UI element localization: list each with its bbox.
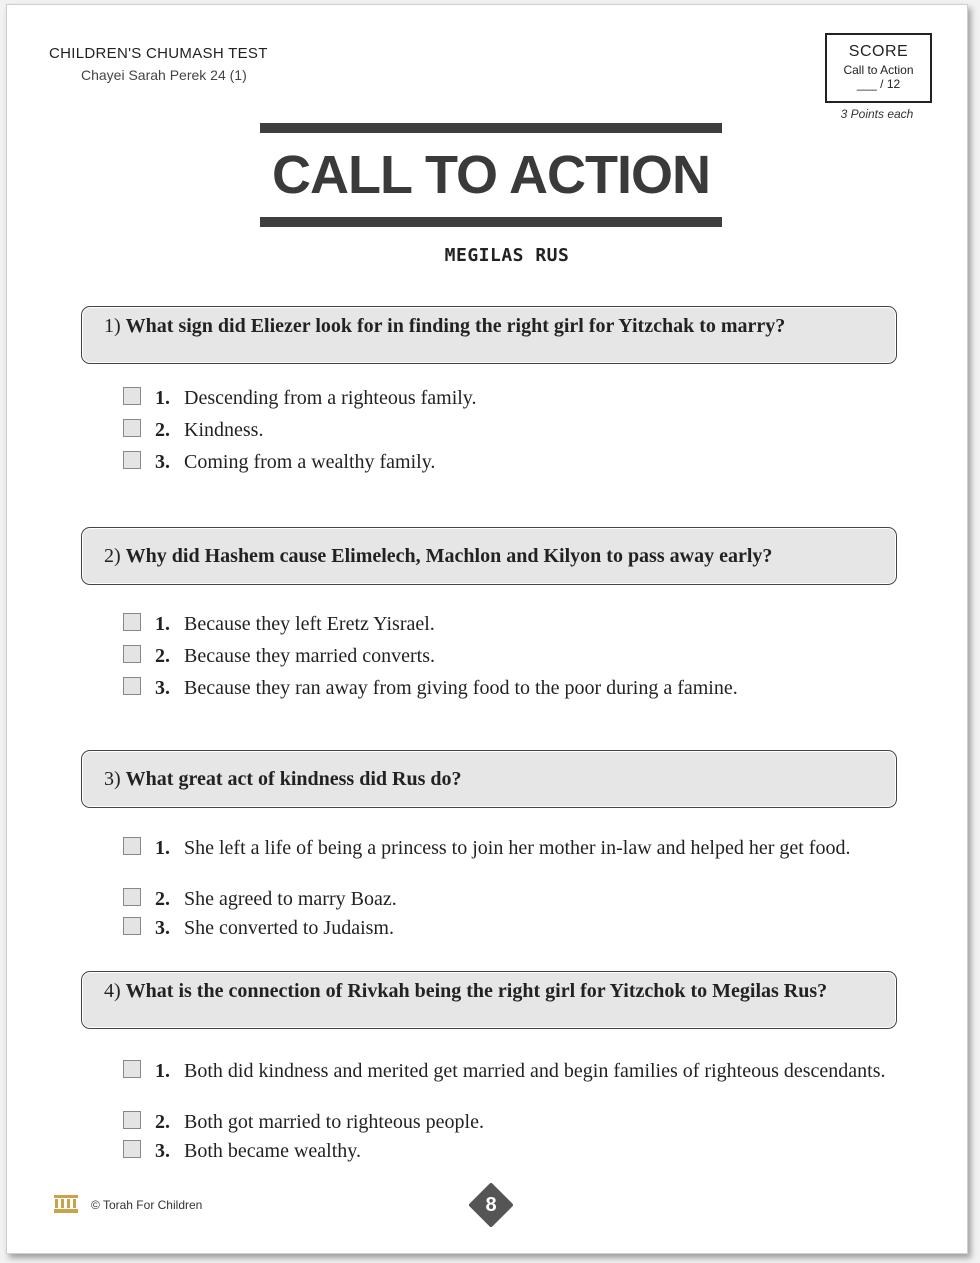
checkbox[interactable] xyxy=(123,451,141,469)
answer-option[interactable] xyxy=(123,917,913,939)
option-text: Because they ran away from giving food to the poor during a famine. xyxy=(184,677,738,699)
checkbox[interactable] xyxy=(123,1060,141,1078)
answer-option[interactable] xyxy=(123,645,913,667)
answer-option[interactable] xyxy=(123,888,913,910)
checkbox[interactable] xyxy=(123,419,141,437)
option-number: 3. xyxy=(155,451,170,473)
page-number-badge xyxy=(469,1183,513,1227)
option-text: Because they left Eretz Yisrael. xyxy=(184,613,435,635)
score-box xyxy=(825,33,932,103)
torah-for-children-logo-icon xyxy=(53,1193,79,1215)
title-rule-top xyxy=(260,123,722,133)
answer-option[interactable] xyxy=(123,451,913,473)
test-series-title: CHILDREN'S CHUMASH TEST xyxy=(49,45,268,62)
question-number: 1) xyxy=(104,315,121,337)
option-text: Coming from a wealthy family. xyxy=(184,451,436,473)
option-text: Both got married to righteous people. xyxy=(184,1111,484,1133)
question-text: What is the connection of Rivkah being the right girl for Yitzchok to Megilas Rus? xyxy=(125,980,828,1002)
option-text: She agreed to marry Boaz. xyxy=(184,888,397,910)
question-box-4 xyxy=(81,971,897,1029)
option-text: She left a life of being a princess to join her mother in-law and helped her get food. xyxy=(184,837,851,859)
question-text: What sign did Eliezer look for in finding the right girl for Yitzchak to marry? xyxy=(125,315,786,337)
title-rule-bottom xyxy=(260,217,722,227)
checkbox[interactable] xyxy=(123,1140,141,1158)
answer-option[interactable] xyxy=(123,419,913,441)
question-number: 4) xyxy=(104,980,121,1002)
question-box-2 xyxy=(81,527,897,585)
option-text: Because they married converts. xyxy=(184,645,436,667)
test-page xyxy=(6,4,968,1254)
option-number: 3. xyxy=(155,1140,170,1162)
answer-option[interactable] xyxy=(123,387,913,409)
question-number: 2) xyxy=(104,545,121,567)
option-number: 1. xyxy=(155,387,170,409)
answer-option[interactable] xyxy=(123,1140,913,1162)
checkbox[interactable] xyxy=(123,837,141,855)
option-text: She converted to Judaism. xyxy=(184,917,394,939)
points-note: 3 Points each xyxy=(840,107,914,121)
score-value[interactable]: ___ / 12 xyxy=(856,77,901,91)
checkbox[interactable] xyxy=(123,1111,141,1129)
option-number: 2. xyxy=(155,645,170,667)
checkbox[interactable] xyxy=(123,645,141,663)
option-number: 2. xyxy=(155,419,170,441)
checkbox[interactable] xyxy=(123,888,141,906)
checkbox[interactable] xyxy=(123,613,141,631)
option-number: 1. xyxy=(155,1060,170,1082)
answer-option[interactable] xyxy=(123,1060,913,1082)
score-category: Call to Action xyxy=(843,63,914,77)
answer-option[interactable] xyxy=(123,677,913,699)
score-label: SCORE xyxy=(848,43,909,60)
option-number: 2. xyxy=(155,1111,170,1133)
option-number: 1. xyxy=(155,837,170,859)
checkbox[interactable] xyxy=(123,387,141,405)
question-box-1 xyxy=(81,306,897,364)
section-title: MEGILAS RUS xyxy=(444,245,570,266)
option-number: 3. xyxy=(155,917,170,939)
option-text: Descending from a righteous family. xyxy=(184,387,477,409)
question-text: Why did Hashem cause Elimelech, Machlon and Kilyon to pass away early? xyxy=(125,545,773,567)
answer-option[interactable] xyxy=(123,613,913,635)
copyright-text: © Torah For Children xyxy=(91,1198,203,1212)
option-text: Both became wealthy. xyxy=(184,1140,361,1162)
option-text: Both did kindness and merited get married and begin families of righteous descendants. xyxy=(184,1060,886,1082)
option-number: 2. xyxy=(155,888,170,910)
option-number: 1. xyxy=(155,613,170,635)
option-number: 3. xyxy=(155,677,170,699)
page-title: CALL TO ACTION xyxy=(272,145,710,205)
checkbox[interactable] xyxy=(123,677,141,695)
test-subtitle: Chayei Sarah Perek 24 (1) xyxy=(81,67,247,83)
page-number: 8 xyxy=(485,1194,497,1216)
question-text: What great act of kindness did Rus do? xyxy=(125,768,462,790)
option-text: Kindness. xyxy=(184,419,264,441)
answer-option[interactable] xyxy=(123,837,913,859)
question-box-3 xyxy=(81,750,897,808)
checkbox[interactable] xyxy=(123,917,141,935)
answer-option[interactable] xyxy=(123,1111,913,1133)
question-number: 3) xyxy=(104,768,121,790)
